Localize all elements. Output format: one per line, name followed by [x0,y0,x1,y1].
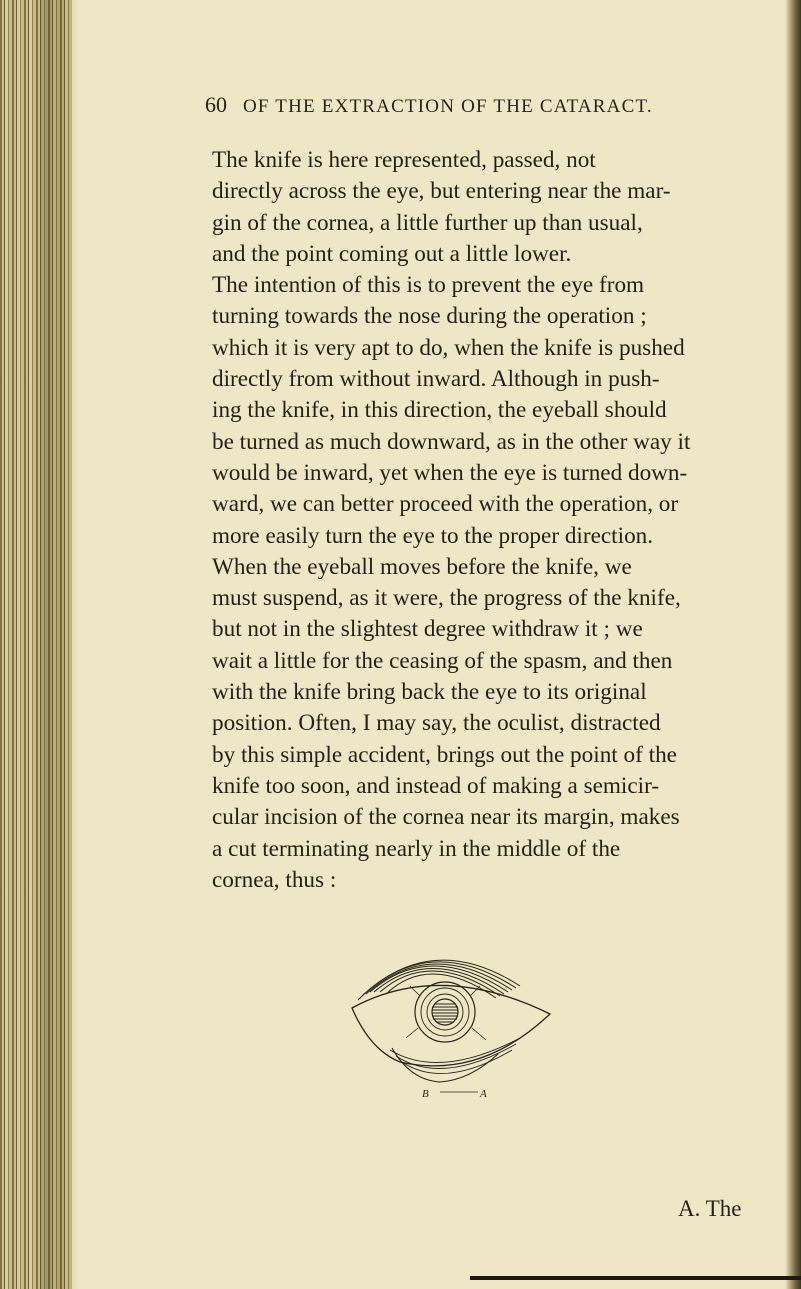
text-line: ing the knife, in this direction, the eyeball should [212,397,667,424]
text-line: ward, we can better proceed with the operation, or [212,491,679,518]
text-line: turning towards the nose during the operation ; [212,303,647,330]
figure-label-a: A [480,1088,487,1100]
text-line: directly from without inward. Although in push- [212,366,660,393]
page-edge-shadow [785,0,801,1289]
eye-engraving [330,930,570,1100]
figure-label-b: B [422,1088,429,1100]
text-line: The knife is here represented, passed, not [212,147,596,173]
running-head-title: OF THE EXTRACTION OF THE CATARACT. [243,96,653,117]
paragraph-2 [212,270,768,552]
text-line: cular incision of the cornea near its margin, makes [212,804,680,831]
text-line: and the point coming out a little lower. [212,240,572,267]
catchword: A. The [678,1196,742,1221]
text-line: When the eyeball moves before the knife, we [212,553,632,580]
lower-eyelid-hatching [390,1038,520,1074]
text-line: position. Often, I may say, the oculist, distracted [212,710,661,737]
paragraph-1 [212,145,768,270]
text-line: by this simple accident, brings out the point of the [212,741,677,768]
text-line: directly across the eye, but entering near the mar- [212,178,671,205]
bottom-page-edge [470,1276,801,1280]
running-head [205,92,765,118]
eye-outline [352,985,550,1065]
upper-eyelid-hatching [358,960,520,1000]
pupil [432,999,458,1025]
paragraph-3 [212,552,768,896]
page-number: 60 [205,92,227,117]
text-line: which it is very apt to do, when the knife is pushed [212,334,685,361]
text-line: with the knife bring back the eye to its original [212,679,647,706]
eye-incision-figure [330,930,570,1100]
text-line: knife too soon, and instead of making a semicir- [212,772,660,799]
text-line: more easily turn the eye to the proper direction. [212,522,654,549]
body-text [212,145,768,896]
text-line: but not in the slightest degree withdraw it ; we [212,616,643,643]
gutter-shadow [40,0,80,1289]
text-line: gin of the cornea, a little further up than usual, [212,209,643,236]
text-line: The intention of this is to prevent the eye from [212,272,645,299]
text-line: must suspend, as it were, the progress of the knife, [212,585,681,612]
text-line: be turned as much downward, as in the other way it [212,428,691,455]
text-line: wait a little for the ceasing of the spasm, and then [212,647,673,674]
text-line: cornea, thus : [212,866,337,893]
text-line: a cut terminating nearly in the middle of the [212,835,621,862]
text-line: would be inward, yet when the eye is turned down- [212,459,688,486]
